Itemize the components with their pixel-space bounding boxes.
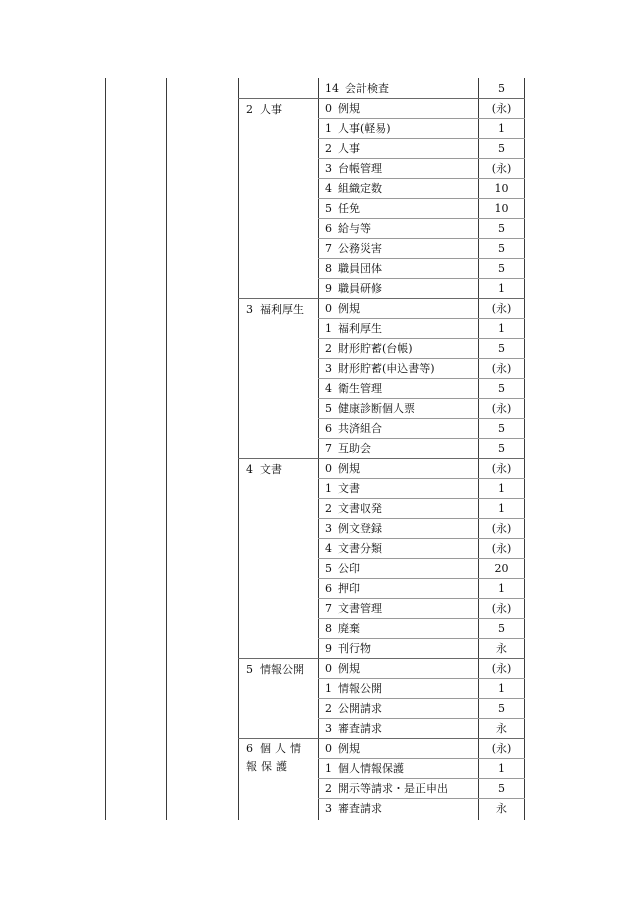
retention-period: 5 [498, 142, 505, 155]
item-name: 公印 [338, 562, 360, 575]
table-row [325, 239, 475, 259]
item-number: 1 [325, 122, 332, 135]
item-name: 例規 [338, 662, 360, 675]
item-name: 人事(軽易) [338, 122, 391, 135]
retention-period: 5 [498, 622, 505, 635]
table-row [325, 179, 475, 199]
category-label [246, 740, 314, 776]
item-name: 審査請求 [338, 722, 382, 735]
item-name: 例文登録 [338, 522, 382, 535]
item-name: 例規 [338, 462, 360, 475]
item-number: 0 [325, 462, 332, 475]
item-number: 0 [325, 302, 332, 315]
retention-period: 1 [498, 502, 505, 515]
item-name: 個人情報保護 [338, 762, 404, 775]
table-row [325, 659, 475, 679]
retention-period: 永 [496, 642, 507, 655]
retention-period: 1 [498, 122, 505, 135]
item-name: 例規 [338, 742, 360, 755]
retention-period: 1 [498, 322, 505, 335]
retention-period: (永) [491, 362, 512, 375]
item-number: 3 [325, 802, 332, 815]
retention-period: 5 [498, 782, 505, 795]
table-row [325, 739, 475, 759]
item-name: 刊行物 [338, 642, 371, 655]
item-name: 文書分類 [338, 542, 382, 555]
item-name: 公務災害 [338, 242, 382, 255]
col-line-4 [318, 78, 319, 820]
item-number: 9 [325, 642, 332, 655]
item-number: 3 [325, 362, 332, 375]
retention-period: 5 [498, 382, 505, 395]
item-number: 2 [325, 782, 332, 795]
item-name: 文書 [338, 482, 360, 495]
retention-period: 5 [498, 82, 505, 95]
retention-period: 5 [498, 442, 505, 455]
category-label [246, 660, 314, 680]
item-name: 衛生管理 [338, 382, 382, 395]
item-number: 3 [325, 162, 332, 175]
retention-period: 5 [498, 702, 505, 715]
item-number: 0 [325, 662, 332, 675]
item-name: 互助会 [338, 442, 371, 455]
item-name: 共済組合 [338, 422, 382, 435]
category-number: 4 [246, 463, 253, 476]
item-number: 9 [325, 282, 332, 295]
table-row [325, 759, 475, 779]
item-name: 任免 [338, 202, 360, 215]
category-name: 福利厚生 [260, 303, 304, 316]
category-number: 5 [246, 663, 253, 676]
item-name: 審査請求 [338, 802, 382, 815]
item-name: 押印 [338, 582, 360, 595]
table-row [325, 579, 475, 599]
item-name: 福利厚生 [338, 322, 382, 335]
category-label [246, 100, 314, 120]
table-row [325, 79, 475, 99]
item-number: 4 [325, 542, 332, 555]
item-number: 5 [325, 402, 332, 415]
item-name: 健康診断個人票 [338, 402, 415, 415]
table-row [325, 259, 475, 279]
category-number: 2 [246, 103, 253, 116]
table-row [325, 619, 475, 639]
retention-period: 1 [498, 582, 505, 595]
retention-period: (永) [491, 162, 512, 175]
item-name: 台帳管理 [338, 162, 382, 175]
item-name: 情報公開 [338, 682, 382, 695]
table-row [325, 219, 475, 239]
table-row [325, 99, 475, 119]
item-number: 2 [325, 142, 332, 155]
item-name: 廃棄 [338, 622, 360, 635]
retention-period: (永) [491, 462, 512, 475]
retention-period: 5 [498, 342, 505, 355]
item-name: 給与等 [338, 222, 371, 235]
retention-period: (永) [491, 662, 512, 675]
retention-period: 10 [494, 182, 509, 195]
item-number: 5 [325, 202, 332, 215]
retention-period: (永) [491, 742, 512, 755]
item-name: 財形貯蓄(申込書等) [338, 362, 435, 375]
item-name: 開示等請求・是正申出 [338, 782, 448, 795]
table-row [325, 499, 475, 519]
table-row [325, 439, 475, 459]
item-number: 3 [325, 722, 332, 735]
retention-period: (永) [491, 522, 512, 535]
table-row [325, 139, 475, 159]
item-name: 例規 [338, 102, 360, 115]
table-row [325, 199, 475, 219]
item-number: 7 [325, 602, 332, 615]
item-number: 2 [325, 502, 332, 515]
col-line-3 [238, 78, 239, 820]
retention-period: (永) [491, 302, 512, 315]
table-row [325, 639, 475, 659]
table-row [325, 159, 475, 179]
table-row [325, 459, 475, 479]
category-label [246, 300, 314, 320]
item-name: 文書管理 [338, 602, 382, 615]
table-row [325, 519, 475, 539]
category-label [246, 460, 314, 480]
retention-period: 5 [498, 242, 505, 255]
item-name: 職員団体 [338, 262, 382, 275]
table-row [325, 479, 475, 499]
table-row [325, 419, 475, 439]
item-number: 2 [325, 702, 332, 715]
table-row [325, 319, 475, 339]
table-row [325, 779, 475, 799]
category-name: 人事 [260, 103, 282, 116]
table-row [325, 539, 475, 559]
item-number: 6 [325, 582, 332, 595]
table-row [325, 699, 475, 719]
table-row [325, 379, 475, 399]
item-number: 8 [325, 262, 332, 275]
col-line-6 [524, 78, 525, 820]
table-row [325, 799, 475, 819]
retention-period: 20 [494, 562, 509, 575]
table-row [325, 299, 475, 319]
item-name: 例規 [338, 302, 360, 315]
item-number: 3 [325, 522, 332, 535]
item-name: 組織定数 [338, 182, 382, 195]
retention-period: 1 [498, 762, 505, 775]
category-number: 6 [246, 742, 257, 755]
retention-period: 1 [498, 282, 505, 295]
item-name: 文書収発 [338, 502, 382, 515]
item-number: 7 [325, 442, 332, 455]
item-number: 0 [325, 102, 332, 115]
item-number: 1 [325, 322, 332, 335]
item-number: 14 [325, 82, 339, 95]
item-number: 6 [325, 422, 332, 435]
category-name: 文書 [260, 463, 282, 476]
item-number: 8 [325, 622, 332, 635]
item-name: 公開請求 [338, 702, 382, 715]
table-row [325, 339, 475, 359]
item-number: 5 [325, 562, 332, 575]
col-line-1 [105, 78, 106, 820]
table-row [325, 719, 475, 739]
retention-period: 5 [498, 262, 505, 275]
category-number: 3 [246, 303, 253, 316]
item-number: 1 [325, 482, 332, 495]
item-name: 会計検査 [345, 82, 389, 95]
item-name: 職員研修 [338, 282, 382, 295]
retention-period: 5 [498, 222, 505, 235]
retention-period: 永 [496, 802, 507, 815]
item-name: 財形貯蓄(台帳) [338, 342, 413, 355]
table-row [325, 399, 475, 419]
item-number: 7 [325, 242, 332, 255]
table-row [325, 559, 475, 579]
col-line-2 [166, 78, 167, 820]
table-row [325, 599, 475, 619]
item-number: 0 [325, 742, 332, 755]
retention-period: 10 [494, 202, 509, 215]
item-name: 人事 [338, 142, 360, 155]
retention-period: (永) [491, 602, 512, 615]
item-number: 2 [325, 342, 332, 355]
table-row [325, 119, 475, 139]
table-row [325, 679, 475, 699]
item-number: 6 [325, 222, 332, 235]
retention-period: 1 [498, 482, 505, 495]
retention-period: 永 [496, 722, 507, 735]
category-name: 情報公開 [260, 663, 304, 676]
item-number: 4 [325, 382, 332, 395]
table-row [325, 279, 475, 299]
retention-period: (永) [491, 102, 512, 115]
item-number: 4 [325, 182, 332, 195]
retention-period: (永) [491, 542, 512, 555]
item-number: 1 [325, 762, 332, 775]
table-row [325, 359, 475, 379]
item-number: 1 [325, 682, 332, 695]
retention-period: (永) [491, 402, 512, 415]
retention-period: 5 [498, 422, 505, 435]
category-name: 個人情報保護 [246, 742, 305, 773]
retention-period: 1 [498, 682, 505, 695]
